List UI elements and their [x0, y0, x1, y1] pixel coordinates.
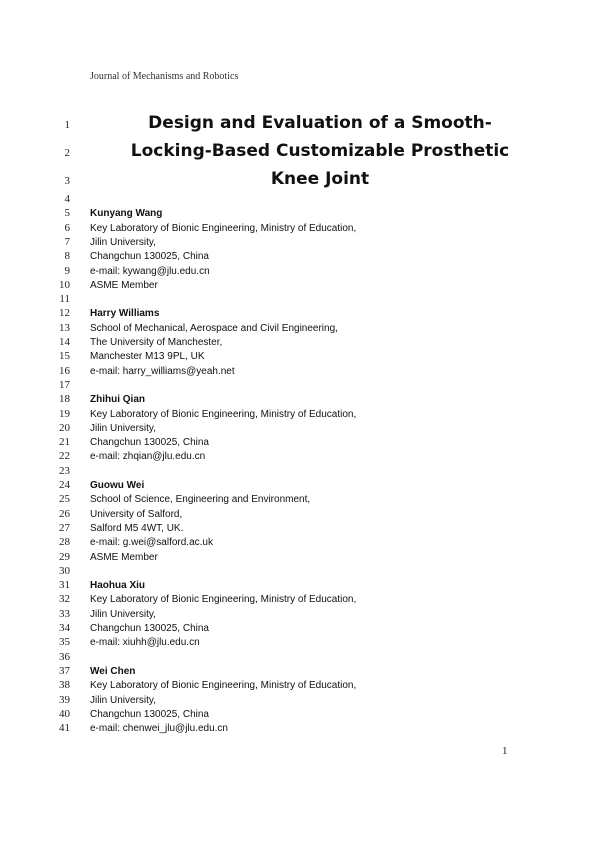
author-name: Zhihui Qian [90, 394, 145, 406]
line-number: 17 [59, 378, 70, 391]
line-number: 26 [59, 507, 70, 520]
author-name: Guowu Wei [90, 480, 145, 491]
line-number: 12 [59, 307, 70, 320]
line-number: 14 [59, 336, 70, 348]
line-number: 40 [59, 707, 70, 720]
line-number: 36 [59, 650, 70, 663]
author-detail-line: School of Science, Engineering and Environment, [90, 494, 311, 506]
author-name: Haohua Xiu [90, 580, 146, 592]
author-detail-line: Manchester M13 9PL, UK [90, 351, 205, 363]
author-detail-line: Key Laboratory of Bionic Engineering, Ministry of Education, [90, 680, 357, 692]
line-number: 16 [59, 364, 70, 377]
author-detail-line: School of Mechanical, Aerospace and Civil Engineering, [90, 322, 338, 334]
line-number: 24 [59, 479, 70, 491]
line-number: 30 [59, 564, 70, 577]
author-detail-line: Changchun 130025, China [90, 437, 209, 449]
line-number: 25 [59, 493, 70, 506]
title-line-3: Knee Joint [270, 169, 370, 189]
line-number: 29 [59, 550, 70, 563]
line-number: 37 [59, 664, 70, 677]
line-number: 9 [64, 264, 70, 277]
author-detail-line: Jilin University, [90, 694, 156, 706]
author-name: Harry Williams [90, 308, 160, 320]
line-number: 28 [59, 536, 70, 549]
line-number: 18 [59, 393, 70, 406]
author-detail-line: Changchun 130025, China [90, 708, 209, 720]
title-line-2: Locking-Based Customizable Prosthetic [130, 141, 510, 161]
line-number: 7 [64, 235, 70, 248]
author-detail-line: ASME Member [90, 551, 158, 563]
author-detail-line: e-mail: harry_williams@yeah.net [90, 365, 235, 377]
line-number: 13 [59, 321, 70, 334]
author-detail-line: e-mail: kywang@jlu.edu.cn [90, 265, 210, 277]
line-number: 32 [59, 593, 70, 606]
author-detail-line: e-mail: chenwei_jlu@jlu.edu.cn [90, 723, 228, 735]
line-number: 34 [59, 622, 70, 634]
author-detail-line: Jilin University, [90, 608, 156, 620]
line-number: 23 [59, 464, 70, 477]
line-number: 38 [59, 679, 70, 692]
line-number: 19 [59, 407, 70, 420]
author-detail-line: ASME Member [90, 279, 158, 291]
author-detail-line: e-mail: zhqian@jlu.edu.cn [90, 451, 206, 463]
line-number: 39 [59, 693, 70, 706]
author-detail-line: e-mail: xiuhh@jlu.edu.cn [90, 637, 200, 649]
author-detail-line: Jilin University, [90, 422, 156, 434]
author-detail-line: Key Laboratory of Bionic Engineering, Ministry of Education, [90, 222, 357, 234]
line-number: 27 [59, 521, 70, 534]
author-name: Kunyang Wang [90, 208, 163, 220]
line-number: 41 [59, 722, 70, 735]
author-detail-line: e-mail: g.wei@salford.ac.uk [90, 537, 213, 549]
line-number: 15 [59, 350, 70, 363]
line-number: 31 [59, 579, 70, 592]
author-detail-line: The University of Manchester, [90, 337, 223, 348]
author-detail-line: Salford M5 4WT, UK. [90, 522, 184, 534]
running-header: Journal of Mechanisms and Robotics [90, 71, 239, 82]
author-name: Wei Chen [90, 665, 136, 677]
line-number: 8 [64, 250, 70, 263]
line-number: 10 [59, 278, 70, 291]
author-detail-line: Key Laboratory of Bionic Engineering, Ministry of Education, [90, 408, 357, 420]
line-number: 22 [59, 450, 70, 463]
author-detail-line: Jilin University, [90, 236, 156, 248]
author-detail-line: Changchun 130025, China [90, 623, 209, 634]
line-number: 1 [64, 119, 70, 131]
line-number: 33 [59, 607, 70, 620]
line-number: 6 [64, 221, 70, 234]
line-number: 11 [59, 293, 70, 306]
author-detail-line: Changchun 130025, China [90, 251, 209, 263]
author-detail-line: University of Salford, [90, 508, 183, 520]
line-number: 21 [59, 436, 70, 449]
title-line-1: Design and Evaluation of a Smooth- [148, 113, 492, 133]
author-detail-line: Key Laboratory of Bionic Engineering, Ministry of Education, [90, 594, 357, 606]
line-number: 3 [64, 175, 70, 187]
line-number: 35 [59, 636, 70, 649]
page-number: 1 [502, 745, 508, 757]
line-number: 20 [59, 421, 70, 434]
line-number: 4 [64, 193, 70, 205]
line-number: 2 [64, 147, 70, 159]
line-number: 5 [64, 207, 70, 220]
